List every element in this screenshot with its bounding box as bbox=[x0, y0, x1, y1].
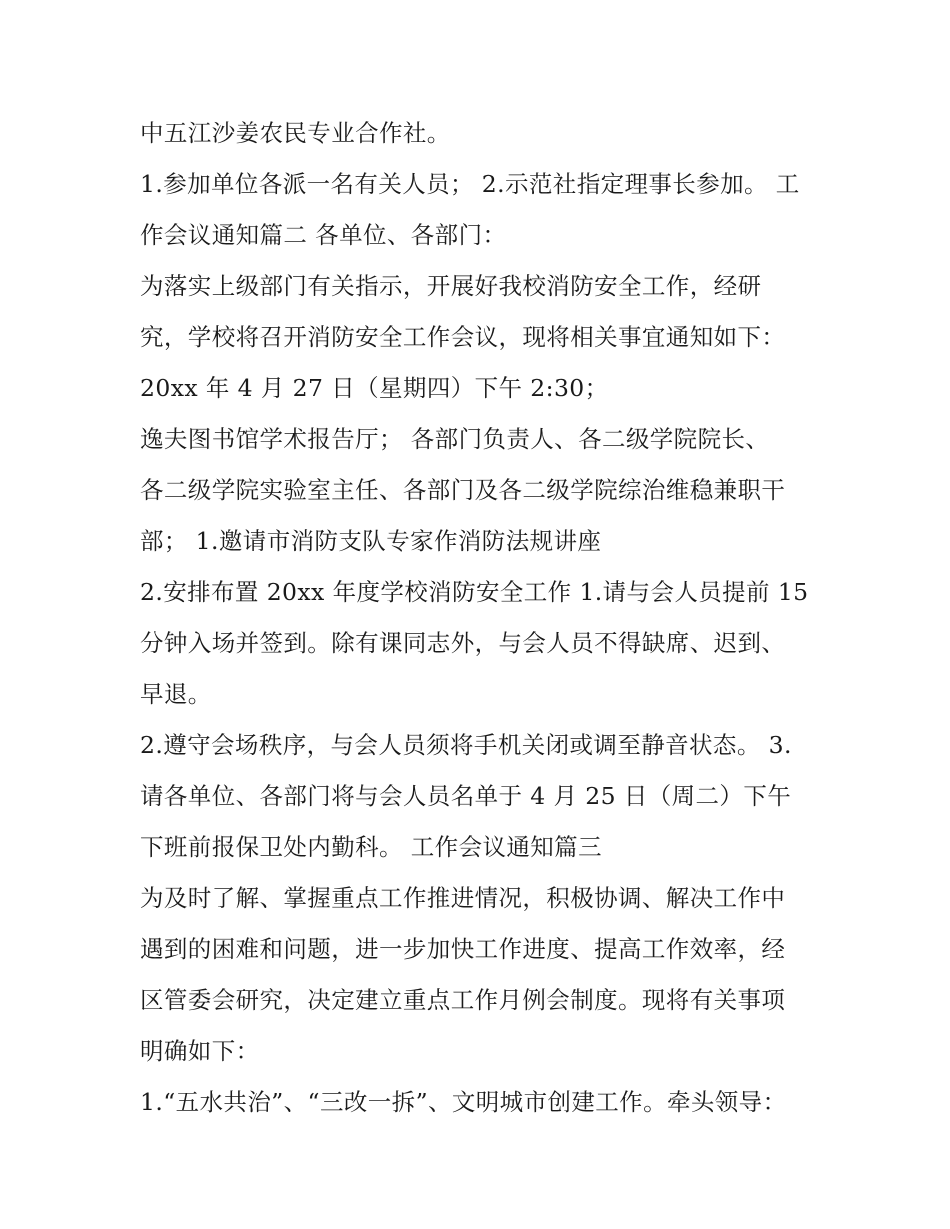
text-line: 逸夫图书馆学术报告厅； 各部门负责人、各二级学院院长、 bbox=[140, 425, 770, 453]
text-line: 明确如下： bbox=[140, 1037, 260, 1065]
text-line: 作会议通知篇二 各单位、各部门： bbox=[140, 221, 507, 249]
text-line: 分钟入场并签到。除有课同志外，与会人员不得缺席、迟到、 bbox=[140, 629, 786, 657]
text-line: 2.遵守会场秩序，与会人员须将手机关闭或调至静音状态。 3. bbox=[140, 731, 792, 759]
text-line: 区管委会研究，决定建立重点工作月例会制度。现将有关事项 bbox=[140, 986, 786, 1014]
text-line: 1.参加单位各派一名有关人员； 2.示范社指定理事长参加。 工 bbox=[140, 170, 800, 198]
text-line: 中五江沙姜农民专业合作社。 bbox=[140, 119, 451, 147]
text-line: 早退。 bbox=[140, 680, 212, 708]
text-line: 下班前报保卫处内勤科。 工作会议通知篇三 bbox=[140, 833, 602, 861]
text-line: 请各单位、各部门将与会人员名单于 4 月 25 日（周二）下午 bbox=[140, 782, 792, 810]
text-line: 各二级学院实验室主任、各部门及各二级学院综治维稳兼职干 bbox=[140, 476, 786, 504]
text-line: 1.“五水共治”、“三改一拆”、文明城市创建工作。牵头领导： bbox=[140, 1088, 787, 1116]
text-line: 部； 1.邀请市消防支队专家作消防法规讲座 bbox=[140, 527, 602, 555]
text-line: 为及时了解、掌握重点工作推进情况，积极协调、解决工作中 bbox=[140, 884, 786, 912]
text-line: 为落实上级部门有关指示，开展好我校消防安全工作，经研 bbox=[140, 272, 762, 300]
document-body bbox=[140, 108, 830, 1128]
text-line: 遇到的困难和问题，进一步加快工作进度、提高工作效率，经 bbox=[140, 935, 786, 963]
text-line: 究，学校将召开消防安全工作会议，现将相关事宜通知如下： bbox=[140, 323, 786, 351]
text-line: 2.安排布置 20xx 年度学校消防安全工作 1.请与会人员提前 15 bbox=[140, 578, 809, 606]
text-line: 20xx 年 4 月 27 日（星期四）下午 2:30； bbox=[140, 374, 609, 402]
